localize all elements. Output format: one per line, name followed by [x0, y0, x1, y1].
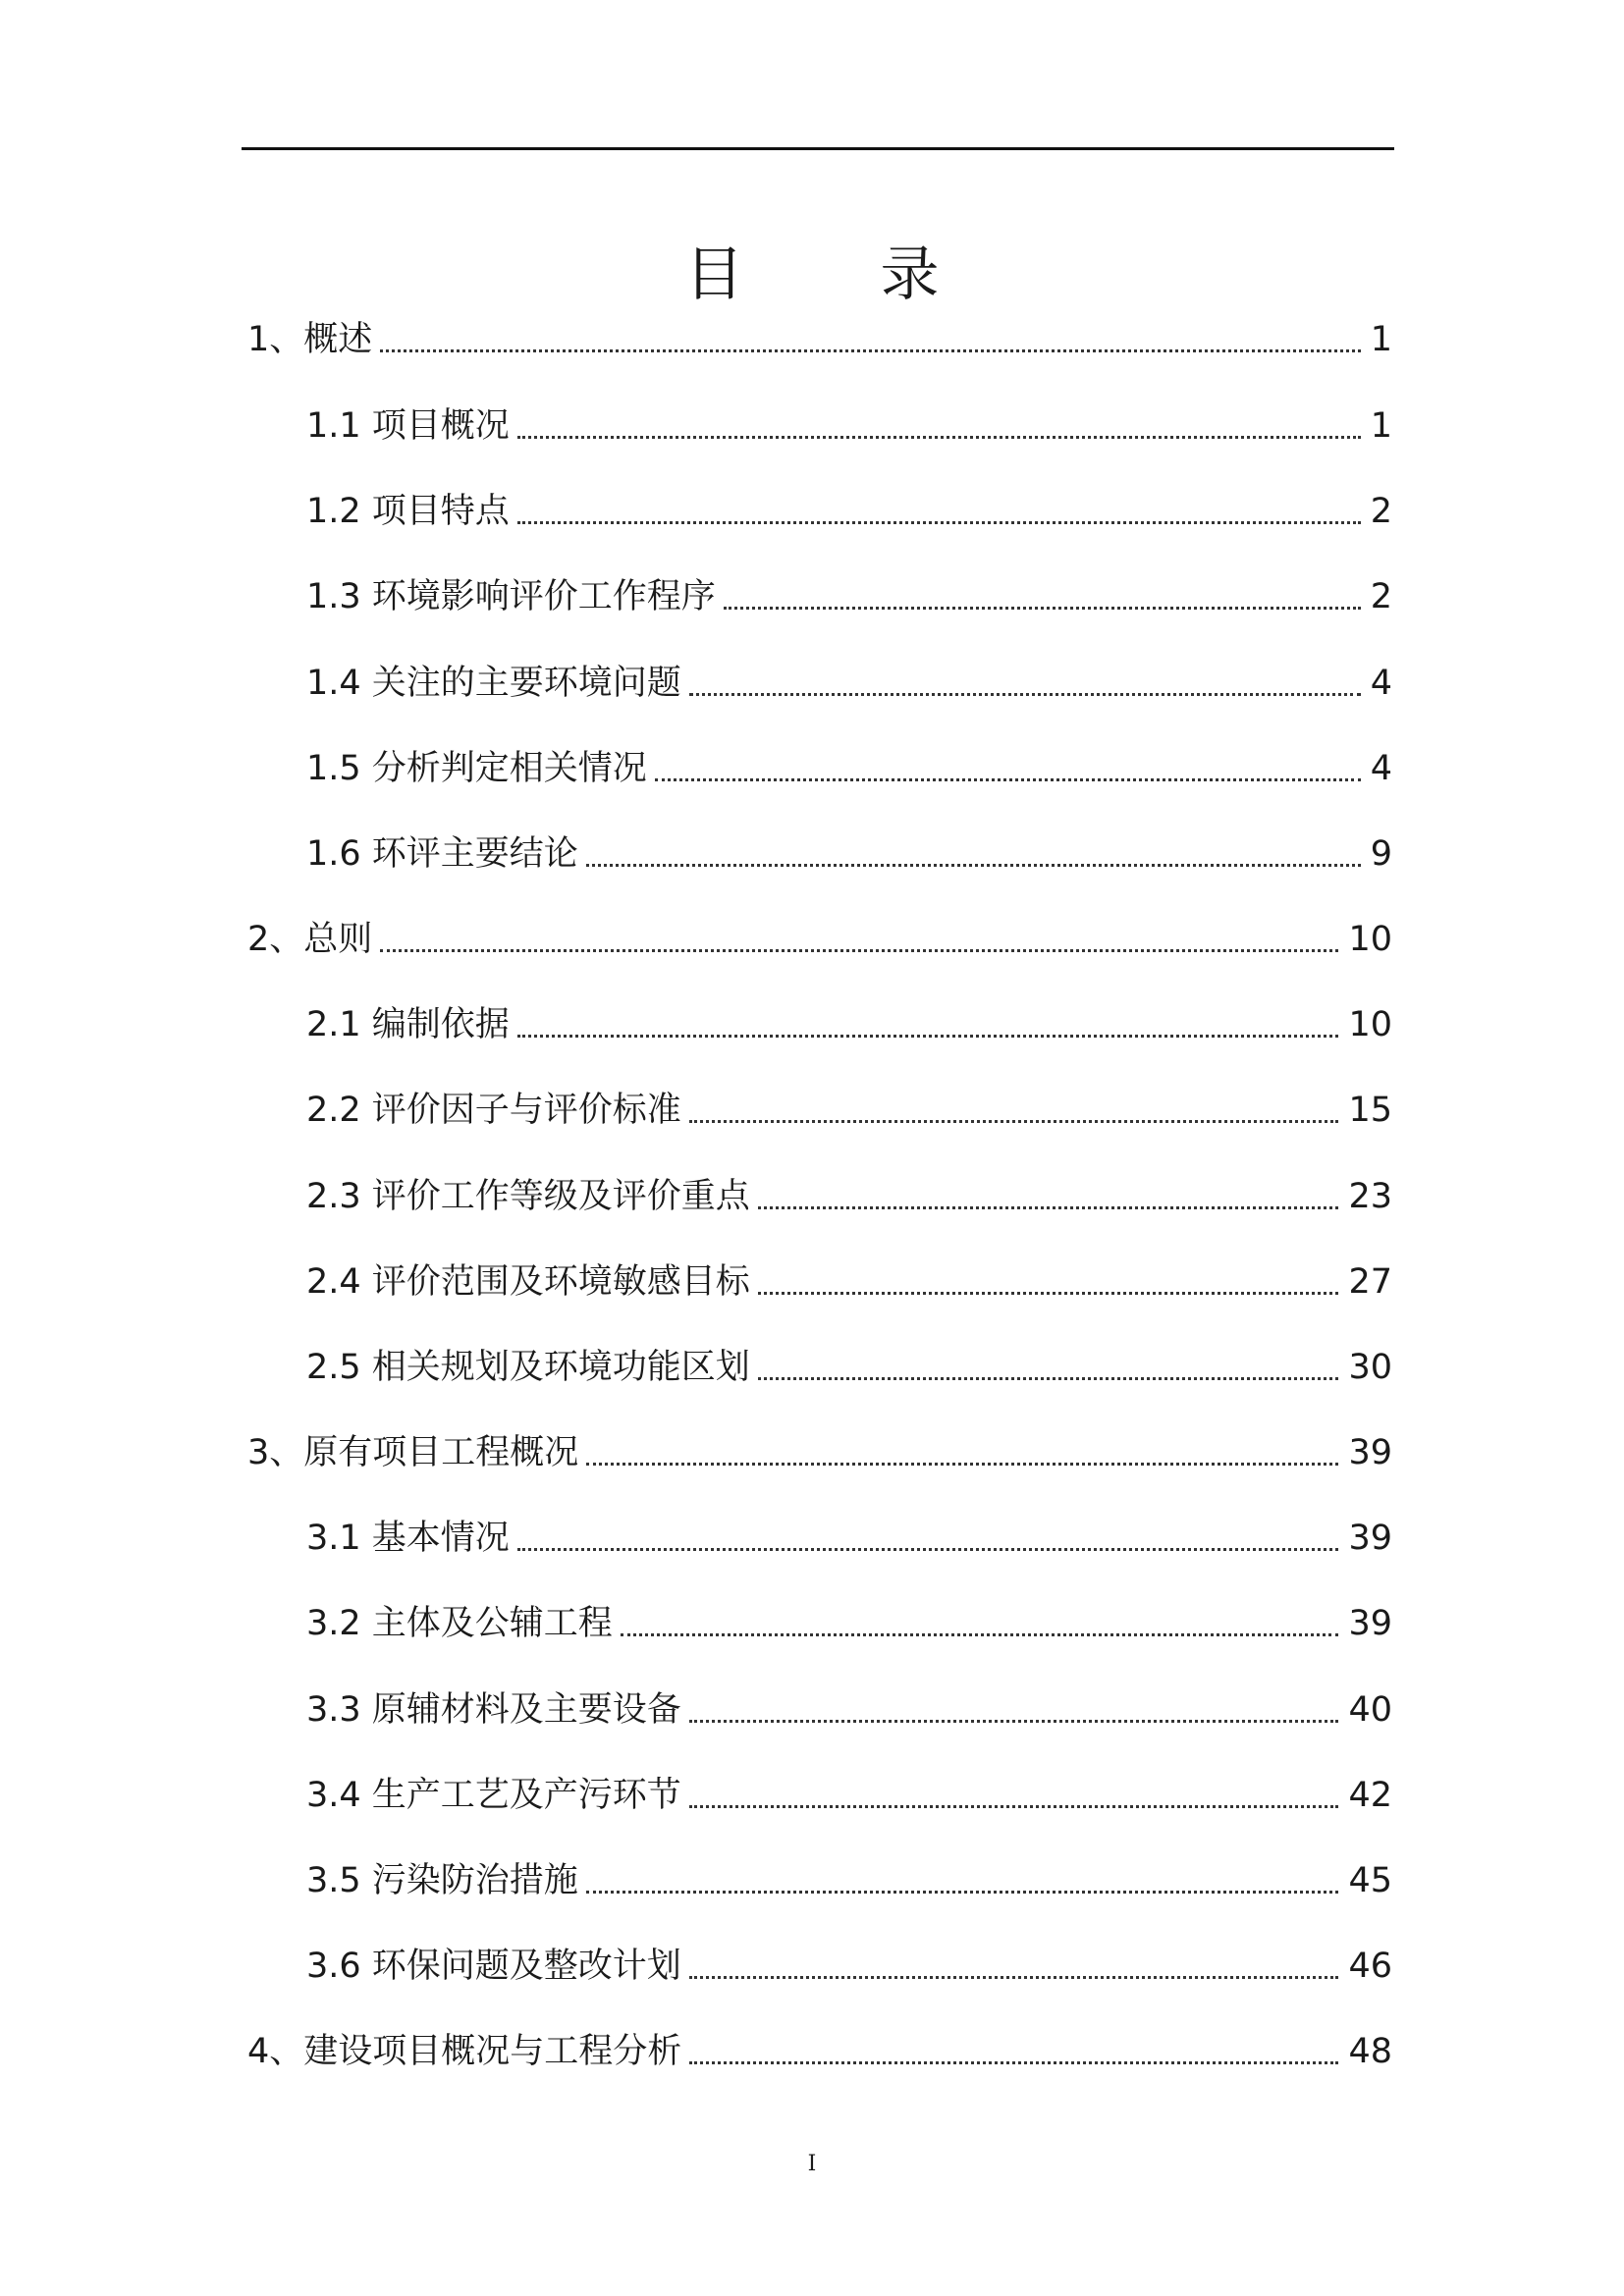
- toc-entry-label: 1.6 环评主要结论: [306, 834, 578, 874]
- toc-dot-leader: [380, 349, 1360, 352]
- toc-entry-label: 3.4 生产工艺及产污环节: [306, 1776, 681, 1815]
- toc-dot-leader: [380, 949, 1338, 952]
- toc-entry-2-5[interactable]: [306, 1344, 1392, 1391]
- toc-entry-label: 3.6 环保问题及整改计划: [306, 1947, 681, 1986]
- toc-dot-leader: [724, 607, 1361, 610]
- toc-entry-page: 1: [1370, 406, 1392, 446]
- toc-dot-leader: [689, 1120, 1339, 1123]
- toc-entry-page: 48: [1348, 2032, 1392, 2071]
- toc-entry-label: 3、原有项目工程概况: [247, 1433, 579, 1472]
- toc-entry-page: 2: [1370, 577, 1392, 616]
- toc-entry-label: 4、建设项目概况与工程分析: [247, 2032, 682, 2071]
- toc-dot-leader: [689, 1805, 1339, 1808]
- toc-entry-3-1[interactable]: [306, 1515, 1392, 1562]
- toc-entry-page: 10: [1348, 920, 1392, 959]
- toc-entry-1-4[interactable]: [306, 660, 1392, 707]
- toc-entry-page: 23: [1348, 1177, 1392, 1216]
- toc-entry-label: 2.1 编制依据: [306, 1005, 510, 1044]
- toc-entry-1-5[interactable]: [306, 745, 1392, 792]
- toc-entry-2-2[interactable]: [306, 1087, 1392, 1134]
- toc-entry-label: 2、总则: [247, 920, 373, 959]
- toc-entry-page: 27: [1348, 1262, 1392, 1302]
- toc-entry-3-5[interactable]: [306, 1857, 1392, 1904]
- toc-entry-2-4[interactable]: [306, 1258, 1392, 1306]
- toc-dot-leader: [655, 778, 1361, 781]
- toc-entry-3[interactable]: [247, 1429, 1392, 1476]
- toc-entry-page: 4: [1370, 664, 1392, 703]
- toc-entry-label: 3.5 污染防治措施: [306, 1861, 578, 1900]
- toc-entry-page: 42: [1348, 1776, 1392, 1815]
- toc-dot-leader: [517, 1035, 1339, 1038]
- toc-entry-3-2[interactable]: [306, 1600, 1392, 1647]
- toc-entry-1-6[interactable]: [306, 830, 1392, 878]
- toc-entry-2[interactable]: [247, 916, 1392, 963]
- toc-dot-leader: [689, 693, 1361, 696]
- toc-entry-1-3[interactable]: [306, 573, 1392, 620]
- toc-dot-leader: [517, 1548, 1339, 1551]
- toc-dot-leader: [689, 1720, 1339, 1723]
- toc-entry-4[interactable]: [247, 2028, 1392, 2075]
- toc-entry-1[interactable]: [247, 316, 1392, 363]
- toc-entry-label: 2.3 评价工作等级及评价重点: [306, 1177, 750, 1216]
- toc-dot-leader: [689, 2061, 1338, 2064]
- toc-entry-page: 39: [1348, 1519, 1392, 1558]
- toc-entry-page: 15: [1348, 1091, 1392, 1130]
- toc-entry-page: 30: [1348, 1348, 1392, 1387]
- toc-entry-page: 10: [1348, 1005, 1392, 1044]
- toc-entry-page: 1: [1370, 320, 1392, 359]
- toc-dot-leader: [621, 1633, 1339, 1636]
- toc-entry-page: 39: [1348, 1604, 1392, 1643]
- toc-entry-label: 3.3 原辅材料及主要设备: [306, 1690, 681, 1730]
- toc-entry-label: 3.1 基本情况: [306, 1519, 510, 1558]
- toc-dot-leader: [586, 864, 1361, 867]
- toc-entry-label: 1.4 关注的主要环境问题: [306, 664, 681, 703]
- toc-entry-label: 2.4 评价范围及环境敏感目标: [306, 1262, 750, 1302]
- toc-entry-3-6[interactable]: [306, 1943, 1392, 1990]
- toc-entry-label: 2.5 相关规划及环境功能区划: [306, 1348, 750, 1387]
- toc-dot-leader: [517, 521, 1361, 524]
- toc-entry-page: 40: [1348, 1690, 1392, 1730]
- toc-dot-leader: [586, 1891, 1339, 1894]
- toc-entry-label: 1、概述: [247, 320, 373, 359]
- page-title: 目 录: [684, 240, 999, 310]
- toc-dot-leader: [586, 1463, 1338, 1466]
- toc-entry-page: 2: [1370, 492, 1392, 531]
- toc-entry-label: 2.2 评价因子与评价标准: [306, 1091, 681, 1130]
- toc-entry-label: 1.3 环境影响评价工作程序: [306, 577, 716, 616]
- toc-entry-page: 39: [1348, 1433, 1392, 1472]
- toc-entry-2-1[interactable]: [306, 1001, 1392, 1048]
- toc-entry-label: 1.5 分析判定相关情况: [306, 749, 647, 788]
- toc-entry-2-3[interactable]: [306, 1173, 1392, 1220]
- toc-dot-leader: [758, 1206, 1339, 1209]
- toc-dot-leader: [689, 1976, 1339, 1979]
- toc-dot-leader: [758, 1292, 1339, 1295]
- toc-entry-page: 9: [1370, 834, 1392, 874]
- toc-entry-3-3[interactable]: [306, 1686, 1392, 1734]
- toc-entry-label: 3.2 主体及公辅工程: [306, 1604, 613, 1643]
- toc-entry-1-1[interactable]: [306, 402, 1392, 450]
- toc-entry-page: 4: [1370, 749, 1392, 788]
- toc-entry-3-4[interactable]: [306, 1772, 1392, 1819]
- toc-entry-label: 1.2 项目特点: [306, 492, 510, 531]
- toc-entry-label: 1.1 项目概况: [306, 406, 510, 446]
- toc-entry-page: 46: [1348, 1947, 1392, 1986]
- toc-dot-leader: [517, 436, 1361, 439]
- toc-entry-page: 45: [1348, 1861, 1392, 1900]
- toc-dot-leader: [758, 1377, 1339, 1380]
- page-number: I: [807, 2152, 817, 2176]
- toc-entry-1-2[interactable]: [306, 488, 1392, 535]
